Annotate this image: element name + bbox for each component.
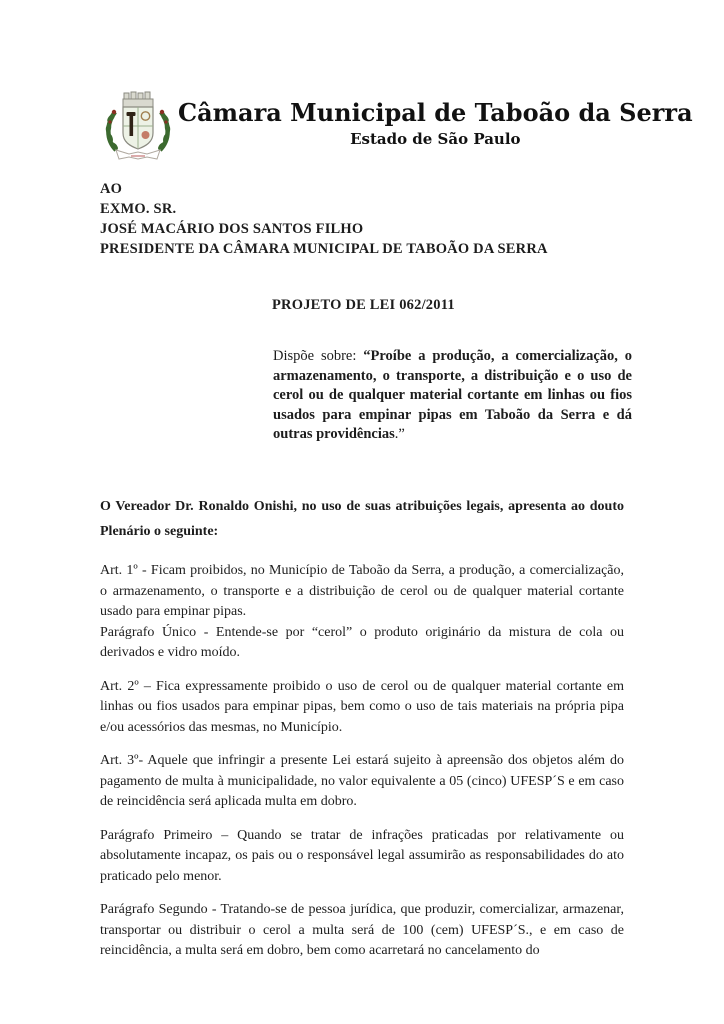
ementa-block (273, 347, 632, 445)
paragraph-second: Parágrafo Segundo - Tratando-se de pessoa jurídica, que produzir, comercializar, armazenar, transportar ou distribuir o cerol a multa será de 100 (cem) UFESP´S., e em caso de reincidência, a multa será em dobro, bem como acarretará no cancelamento do (100, 902, 624, 958)
paragraph-first: Parágrafo Primeiro – Quando se tratar de infrações praticadas por relativamente ou absolutamente incapaz, os pais ou o responsável legal assumirão as responsabilidades do ato praticado pelo menor. (100, 827, 624, 884)
org-subtitle: Estado de São Paulo (350, 130, 521, 148)
document-title: PROJETO DE LEI 062/2011 (272, 297, 455, 313)
recipient-line-exmo: EXMO. SR. (100, 201, 177, 217)
article-2: Art. 2º – Fica expressamente proibido o uso de cerol ou de qualquer material cortante em linhas ou fios usados para empinar pipas, bem como o uso de tais materiais na própria pipa e/ou acessórios das mesmas, no Município. (100, 678, 624, 735)
article-1-sole-paragraph: Parágrafo Único - Entende-se por “cerol” o produto originário da mistura de cola ou derivados e vidro moído. (100, 624, 624, 660)
ementa-prefix: Dispõe sobre: (273, 348, 364, 364)
article-1: Art. 1º - Ficam proibidos, no Município de Taboão da Serra, a produção, a comercialização, o armazenamento, o transporte e a distribuição de cerol ou de qualquer material cortante usado para empinar pipas. (100, 563, 624, 619)
letterhead-text (178, 88, 693, 148)
coat-of-arms-icon (98, 88, 178, 168)
ementa-suffix: .” (394, 426, 405, 442)
letterhead (98, 88, 693, 168)
recipient-line-ao: AO (100, 181, 123, 197)
coat-of-arms-logo (98, 88, 178, 168)
ementa-quote: “Proíbe a produção, a comercialização, o armazenamento, o transporte, a distribuição e o uso de cerol ou de qualquer material cortante em linhas ou fios usados para empinar pipas em Taboão da Serra e dá outras providências (273, 348, 632, 442)
recipient-block (100, 179, 548, 259)
article-3: Art. 3º- Aquele que infringir a presente Lei estará sujeito à apreensão dos objetos além do pagamento de multa à municipalidade, no valor equivalente a 05 (cinco) UFESP´S e em caso de reincidência será aplicada multa em dobro. (100, 753, 624, 809)
recipient-line-name: JOSÉ MACÁRIO DOS SANTOS FILHO (100, 221, 364, 237)
document-body (100, 494, 624, 962)
org-name: Câmara Municipal de Taboão da Serra (178, 98, 693, 127)
recipient-line-role: PRESIDENTE DA CÂMARA MUNICIPAL DE TABOÃO DA SERRA (100, 241, 548, 257)
intro-paragraph: O Vereador Dr. Ronaldo Onishi, no uso de suas atribuições legais, apresenta ao douto Plenário o seguinte: (100, 499, 624, 539)
